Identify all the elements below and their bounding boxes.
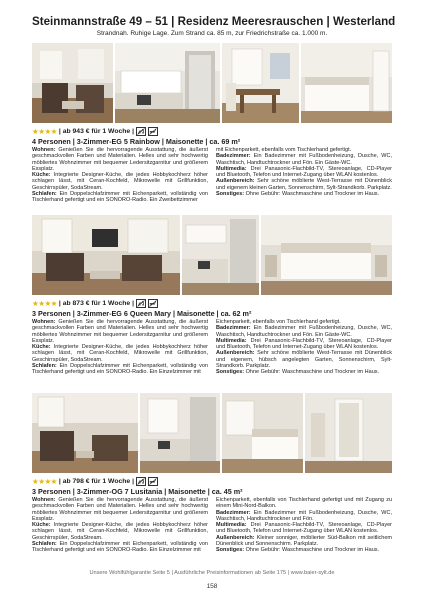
text-wohnen: Genießen Sie die hervorragende Ausstattung, die äußerst geschmackvollen Farben und Materialien. Helles und sehr hochwertig möbliertes Wohnzimmer mit bequemer Ledersitzgarnitur und größerem Essplatz. <box>32 497 208 522</box>
text-sonstiges: Ohne Gebühr: Waschmaschine und Trockner im Haus. <box>244 190 380 197</box>
label-sonstiges: Sonstiges: <box>216 547 245 553</box>
no-pets-icon <box>136 299 146 308</box>
listing-heading: 3 Personen | 3-Zimmer-EG 6 Queen Mary | Maisonette | ca. 62 m² <box>32 309 252 318</box>
text-schlafen: Ein Doppelschlafzimmer mit Eichenparkett, vollständig von Tischlerhand gefertigt und ein SONORO-Radio. Ein Einzelzimmer mit <box>32 540 208 553</box>
star-rating: ★★★★ <box>32 476 57 486</box>
label-wohnen: Wohnen: <box>32 319 56 325</box>
label-kueche: Küche: <box>32 344 51 350</box>
page-footer: Unsere Wohlfühlgarantie Seite 5 | Ausführliche Preisinformationen ab Seite 175 | www.baier-sylt.de <box>89 570 335 576</box>
rating-price-row <box>32 298 158 308</box>
text-kueche: Integrierte Designer-Küche, die jedes Hobbykochherz höher schlagen lässt, mit Ceran-Kochfeld, Mikrowelle mit Grillfunktion, Geschirrspüler, SodaStream. <box>32 344 208 363</box>
text-badezimmer: Ein Badezimmer mit Fußbodenheizung, Dusche, WC, Waschtisch, Handtuchtrockner und Fön. <box>216 509 392 522</box>
text-multimedia: Drei Panasonic-Flachbild-TV, Stereoanlage, CD-Player und Bluetooth, Telefon und Internet-Zugang über WLAN kostenlos. <box>216 522 392 535</box>
label-wohnen: Wohnen: <box>32 147 56 153</box>
no-smoking-icon <box>148 299 158 308</box>
label-badezimmer: Badezimmer: <box>216 509 251 516</box>
description-right <box>216 497 392 553</box>
photo-hallway <box>305 393 392 473</box>
page-number: 158 <box>206 583 218 590</box>
photo-dining <box>222 43 299 123</box>
label-aussenbereich: Außenbereich: <box>216 350 255 357</box>
photo-kitchen <box>182 215 259 295</box>
text-aussenbereich: Kleiner sonniger, möblierter Süd-Balkon mit seitlichem Dünenblick und Sonnenschirm. Parkplatz. <box>216 534 392 547</box>
star-rating: ★★★★ <box>32 298 57 308</box>
text-aussenbereich: Sehr schöne möblierte West-Terrasse mit Dünenblick und eigenem kleinen Garten, Sonnenschirm, Sylt-Strandkorb. Parkplatz. <box>216 178 392 191</box>
text-aussenbereich: Sehr schöne möblierte West-Terrasse mit Dünenblick und eigenem, hübsch angelegten Garten, Sonnenschirm, Sylt-Strandkorb. Parkplatz. <box>216 350 392 369</box>
rating-price-row <box>32 126 158 136</box>
no-pets-icon <box>136 127 146 136</box>
text-multimedia: Drei Panasonic-Flachbild-TV, Stereoanlage, CD-Player und Bluetooth, Telefon und Internet-Zugang über WLAN kostenlos. <box>216 165 392 178</box>
photo-strip <box>32 43 392 123</box>
listing-queen-mary <box>32 215 392 375</box>
description-columns <box>32 147 392 203</box>
listing-lusitania <box>32 393 392 553</box>
text-wohnen: Genießen Sie die hervorragende Ausstattung, die äußerst geschmackvollen Farben und Materialien. Helles und sehr hochwertig möbliertes Wohnzimmer mit bequemer Ledersitzgarnitur und größerem Essplatz. <box>32 147 208 172</box>
label-multimedia: Multimedia: <box>216 522 247 528</box>
label-wohnen: Wohnen: <box>32 497 56 503</box>
photo-living-room <box>32 43 113 123</box>
label-kueche: Küche: <box>32 172 51 178</box>
description-columns <box>32 319 392 375</box>
photo-bedroom <box>301 43 392 123</box>
listing-rainbow <box>32 43 392 203</box>
label-aussenbereich: Außenbereich: <box>216 534 255 541</box>
description-left <box>32 497 208 553</box>
label-multimedia: Multimedia: <box>216 165 247 172</box>
description-columns <box>32 497 392 553</box>
photo-living-room <box>32 393 138 473</box>
photo-strip <box>32 215 392 295</box>
text-schlafen-cont: Eichenparkett, ebenfalls von Tischlerhand gefertigt. <box>216 319 341 325</box>
label-kueche: Küche: <box>32 522 51 528</box>
price-label: | ab 873 € für 1 Woche | <box>58 299 134 307</box>
no-pets-icon <box>136 477 146 486</box>
text-sonstiges: Ohne Gebühr: Waschmaschine und Trockner im Haus. <box>244 369 380 375</box>
no-smoking-icon <box>148 127 158 136</box>
listing-heading: 3 Personen | 3-Zimmer-OG 7 Lusitania | Maisonette | ca. 45 m² <box>32 487 243 496</box>
page-title: Steinmannstraße 49 – 51 | Residenz Meeresrauschen | Westerland <box>32 15 396 28</box>
label-multimedia: Multimedia: <box>216 337 247 344</box>
photo-strip <box>32 393 392 473</box>
text-kueche: Integrierte Designer-Küche, die jedes Hobbykochherz höher schlagen lässt, mit Ceran-Kochfeld, Mikrowelle mit Grillfunktion, Geschirrspüler, SodaStream. <box>32 522 208 541</box>
text-schlafen: Ein Doppelschlafzimmer mit Eichenparkett, vollständig von Tischlerhand gefertigt und ein SONORO-Radio. Ein Zweibettzimmer <box>32 190 208 203</box>
text-wohnen: Genießen Sie die hervorragende Ausstattung, die äußerst geschmackvollen Farben und Materialien. Helles und sehr hochwertig möbliertes Wohnzimmer mit bequemer Ledersitzgarnitur und größerem Essplatz. <box>32 319 208 344</box>
text-schlafen-cont: Eichenparkett, ebenfalls von Tischlerhand gefertigt und mit Zugang zu einem Mini-Nord-Balkon. <box>216 497 392 510</box>
photo-kitchen <box>140 393 220 473</box>
label-schlafen: Schlafen: <box>32 362 57 369</box>
description-left <box>32 147 208 203</box>
label-sonstiges: Sonstiges: <box>216 369 245 375</box>
label-sonstiges: Sonstiges: <box>216 190 245 197</box>
photo-bedroom <box>222 393 303 473</box>
description-left <box>32 319 208 375</box>
text-multimedia: Drei Panasonic-Flachbild-TV, Stereoanlage, CD-Player und Bluetooth, Telefon und Internet-Zugang über WLAN kostenlos. <box>216 337 392 350</box>
photo-bedroom <box>261 215 392 295</box>
no-smoking-icon <box>148 477 158 486</box>
text-badezimmer: Ein Badezimmer mit Fußbodenheizung, Dusche, WC, Waschtisch, Handtuchtrockner und Fön. Ein Gäste-WC. <box>216 325 392 338</box>
description-right <box>216 147 392 203</box>
page-subtitle: Strandnah. Ruhige Lage. Zum Strand ca. 85 m, zur Friedrichstraße ca. 1.000 m. <box>96 30 328 37</box>
label-badezimmer: Badezimmer: <box>216 325 251 332</box>
photo-kitchen <box>115 43 220 123</box>
text-schlafen: Ein Doppelschlafzimmer mit Eichenparkett, vollständig von Tischlerhand gefertigt und ein SONORO-Radio. Ein Einzelzimmer mit <box>32 362 208 375</box>
label-schlafen: Schlafen: <box>32 540 57 547</box>
photo-living-room <box>32 215 180 295</box>
star-rating: ★★★★ <box>32 126 57 136</box>
text-kueche: Integrierte Designer-Küche, die jedes Hobbykochherz höher schlagen lässt, mit Ceran-Kochfeld, Mikrowelle mit Grillfunktion, Geschirrspüler, SodaStream. <box>32 172 208 191</box>
text-schlafen-cont: mit Eichenparkett, ebenfalls vom Tischlerhand gefertigt. <box>216 147 352 153</box>
label-schlafen: Schlafen: <box>32 190 57 197</box>
text-badezimmer: Ein Badezimmer mit Fußbodenheizung, Dusche, WC, Waschtisch, Handtuchtrockner und Fön. Ein Gäste-WC. <box>216 153 392 166</box>
price-label: | ab 798 € für 1 Woche | <box>58 477 134 485</box>
description-right <box>216 319 392 375</box>
rating-price-row <box>32 476 158 486</box>
text-sonstiges: Ohne Gebühr: Waschmaschine und Trockner im Haus. <box>244 547 380 553</box>
listing-heading: 4 Personen | 3-Zimmer-EG 5 Rainbow | Maisonette | ca. 69 m² <box>32 137 241 146</box>
label-aussenbereich: Außenbereich: <box>216 178 255 185</box>
price-label: | ab 943 € für 1 Woche | <box>58 127 134 135</box>
label-badezimmer: Badezimmer: <box>216 153 251 160</box>
